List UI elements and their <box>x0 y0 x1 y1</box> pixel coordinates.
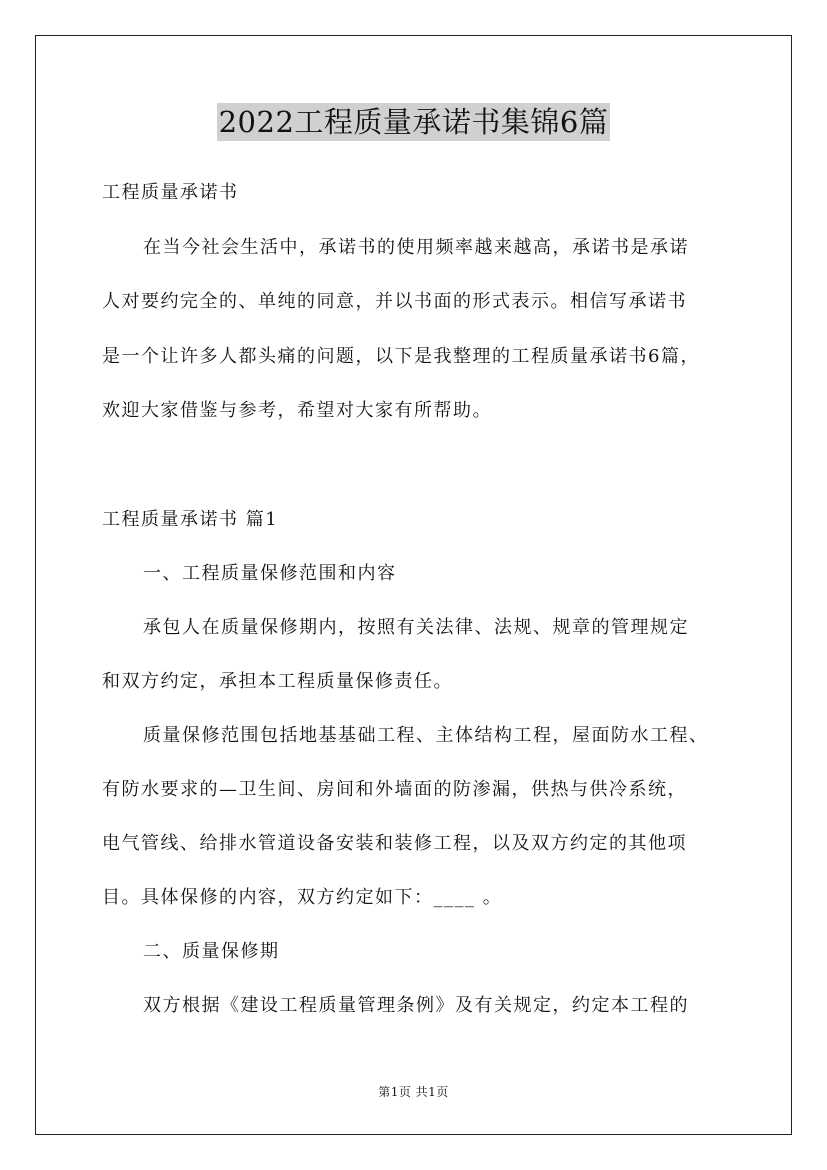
paragraph-line: 承包人在质量保修期内，按照有关法律、法规、规章的管理规定 <box>143 617 689 638</box>
paragraph-line: 电气管线、给排水管道设备安装和装修工程，以及双方约定的其他项 <box>102 833 687 854</box>
paragraph-line: 和双方约定，承担本工程质量保修责任。 <box>102 671 453 692</box>
paragraph-line: 双方根据《建设工程质量管理条例》及有关规定，约定本工程的 <box>143 995 689 1016</box>
paragraph-line: 目。具体保修的内容，双方约定如下：____ 。 <box>102 887 503 908</box>
section-heading: 工程质量承诺书 篇1 <box>102 509 279 530</box>
title-container <box>0 103 827 141</box>
subsection-heading: 二、质量保修期 <box>143 941 280 962</box>
page-footer: 第1页 共1页 <box>378 1085 449 1099</box>
paragraph-line: 人对要约完全的、单纯的同意，并以书面的形式表示。相信写承诺书 <box>102 291 687 312</box>
paragraph-line: 是一个让许多人都头痛的问题，以下是我整理的工程质量承诺书6篇， <box>102 346 700 367</box>
section-heading: 工程质量承诺书 <box>102 182 239 203</box>
document-title: 2022工程质量承诺书集锦6篇 <box>218 105 609 139</box>
paragraph-line: 欢迎大家借鉴与参考，希望对大家有所帮助。 <box>102 400 492 421</box>
paragraph-line: 质量保修范围包括地基基础工程、主体结构工程，屋面防水工程、 <box>143 725 709 746</box>
paragraph-line: 有防水要求的—卫生间、房间和外墙面的防渗漏，供热与供冷系统， <box>102 779 687 800</box>
paragraph-line: 在当今社会生活中，承诺书的使用频率越来越高，承诺书是承诺 <box>143 237 689 258</box>
subsection-heading: 一、工程质量保修范围和内容 <box>143 563 397 584</box>
